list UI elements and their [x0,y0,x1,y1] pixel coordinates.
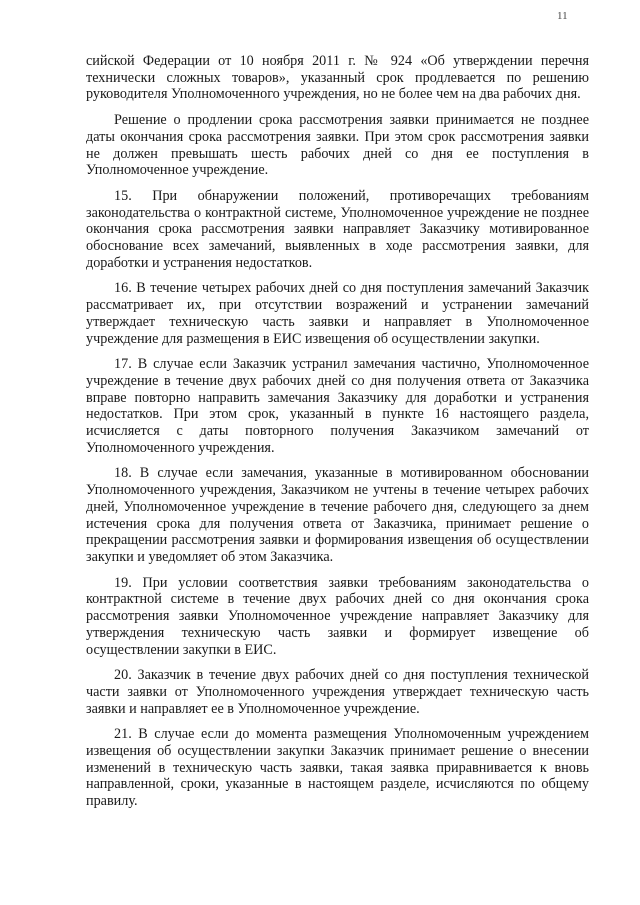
paragraph-item-19: 19. При условии соответствия заявки требованиям законодательства о контрактной системе в течение двух рабочих дней со дня окончания срока рассмотрения заявки Уполномоченное учреждение направляет Заказчику для утверждения техническую часть заявки и формирует извещение об осуществлении закупки в ЕИС. [86,574,589,658]
paragraph-item-18: 18. В случае если замечания, указанные в мотивированном обосновании Уполномоченного учреждения, Заказчиком не учтены в течение четырех рабочих дней, Уполномоченное учреждение в течение рабочего дня, следующего за днем истечения срока для получения ответа от Заказчика, принимает решение о прекращении рассмотрения заявки и формирования извещения об осуществлении закупки и уведомляет об этом Заказчика. [86,465,589,565]
paragraph-item-16: 16. В течение четырех рабочих дней со дня поступления замечаний Заказчик рассматривает их, при отсутствии возражений и устранении замечаний утверждает техническую часть заявки и направляет в Уполномоченное учреждение для размещения в ЕИС извещения об осуществлении закупки. [86,280,589,347]
paragraph-extension-decision: Решение о продлении срока рассмотрения заявки принимается не позднее даты окончания срока рассмотрения заявки. При этом срок рассмотрения заявки не должен превышать шесть рабочих дней со дня ее поступления в Уполномоченное учреждение. [86,112,589,179]
paragraph-item-20: 20. Заказчик в течение двух рабочих дней со дня поступления технической части заявки от Уполномоченного учреждения утверждает техническую часть заявки и направляет ее в Уполномоченное учреждение. [86,667,589,717]
paragraph-continuation: сийской Федерации от 10 ноября 2011 г. № 924 «Об утверждении перечня технически сложных товаров», указанный срок продлевается по решению руководителя Уполномоченного учреждения, но не более чем на два рабочих дня. [86,53,589,103]
paragraph-item-17: 17. В случае если Заказчик устранил замечания частично, Уполномоченное учреждение в течение двух рабочих дней со дня получения ответа от Заказчика вправе повторно направить замечания Заказчику для доработки и устранения недостатков. При этом срок, указанный в пункте 16 настоящего раздела, исчисляется с даты повторного получения Заказчиком замечаний от Уполномоченного учреждения. [86,356,589,456]
page-number: 11 [557,10,568,22]
document-body [86,53,589,819]
paragraph-item-21: 21. В случае если до момента размещения Уполномоченным учреждением извещения об осуществлении закупки Заказчик принимает решение о внесении изменений в техническую часть заявки, такая заявка приравнивается к вновь направленной, сроки, указанные в настоящем разделе, исчисляются по общему правилу. [86,726,589,810]
paragraph-item-15: 15. При обнаружении положений, противоречащих требованиям законодательства о контрактной системе, Уполномоченное учреждение не позднее окончания срока рассмотрения заявки направляет Заказчику мотивированное обоснование всех замечаний, выявленных в ходе рассмотрения заявки, для доработки и устранения недостатков. [86,187,589,271]
